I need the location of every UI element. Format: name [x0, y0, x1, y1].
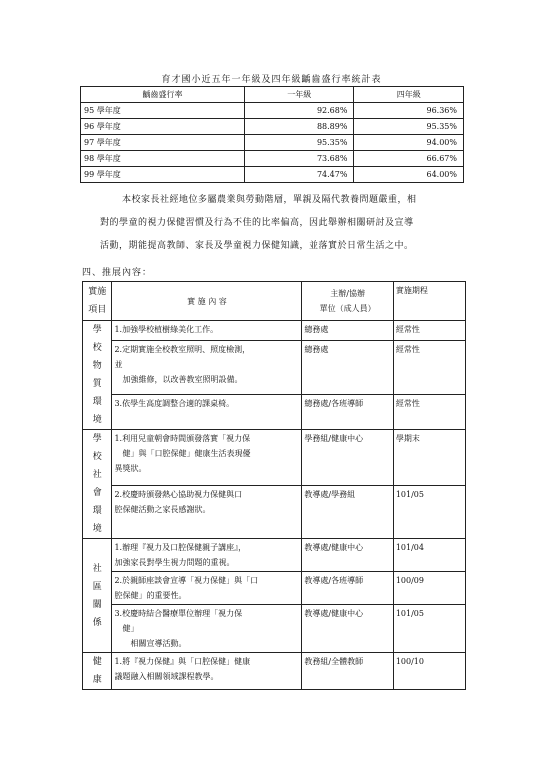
period-cell: 學期末 — [393, 430, 465, 486]
content-line: 2.定期實施全校教室照明、照度檢測， — [114, 345, 251, 355]
unit-cell: 教導處/學務組 — [302, 486, 393, 539]
content-cell — [112, 572, 302, 605]
period-cell: 經常性 — [393, 395, 465, 430]
plan-row — [83, 486, 466, 539]
content-line: 腔保健」的重要性。 — [114, 591, 187, 600]
unit-cell: 總務處 — [302, 341, 393, 395]
category-char: 物 — [92, 361, 102, 371]
category-cell — [83, 653, 112, 690]
year-cell: 96 學年度 — [81, 119, 245, 135]
header-period-cell: 實施期程 — [393, 282, 465, 321]
grade4-rate-cell: 95.35% — [354, 119, 464, 135]
category-char: 境 — [92, 415, 102, 425]
content-line: 1.將『視力保健』與「口腔保健」健康 — [114, 657, 251, 666]
header-text: 主辦/協辦 — [330, 289, 365, 298]
grade1-rate-cell: 88.89% — [244, 119, 354, 135]
grade4-rate-cell: 64.00% — [354, 167, 464, 183]
content-cell — [112, 653, 302, 690]
header-text: 單位（成人員） — [319, 304, 376, 313]
category-cell — [83, 430, 112, 539]
year-cell: 98 學年度 — [81, 151, 245, 167]
category-char: 社 — [92, 470, 102, 480]
content-line: 3.依學生高度調整合適的課桌椅。 — [114, 399, 235, 408]
caries-rate-table — [80, 86, 464, 183]
grade1-rate-cell: 92.68% — [244, 103, 354, 119]
content-line: 1.利用兒童朝會時間頒發落實「視力保 — [114, 434, 251, 443]
header-text: 項目 — [88, 305, 107, 315]
grade4-rate-cell: 66.67% — [354, 151, 464, 167]
unit-cell: 教導處/健康中心 — [302, 605, 393, 653]
table-row — [81, 119, 464, 135]
content-line: 議題融入相關領域課程教學。 — [114, 672, 219, 681]
content-line: 相關宣導活動。 — [130, 639, 187, 648]
category-char: 校 — [92, 343, 102, 353]
unit-cell: 總務處 — [302, 321, 393, 341]
plan-row — [83, 605, 466, 653]
category-char: 健 — [92, 657, 102, 667]
content-line: 2.於親師座談會宣導「視力保健」與「口 — [114, 576, 259, 585]
content-line: 腔保健活動之家長感謝狀。 — [114, 505, 211, 514]
period-cell: 經常性 — [393, 341, 465, 395]
header-content-cell: 實 施 內 容 — [112, 282, 302, 321]
unit-cell: 學務組/健康中心 — [302, 430, 393, 486]
period-cell: 100/10 — [393, 653, 465, 690]
category-char: 會 — [92, 488, 102, 498]
category-char: 關 — [92, 599, 102, 610]
category-cell — [83, 539, 112, 653]
content-line: 1.加強學校植樹綠美化工作。 — [114, 325, 219, 334]
category-char: 學 — [92, 325, 102, 335]
content-line: 加強家長對學生視力問題的重視。 — [114, 558, 235, 567]
category-char: 係 — [92, 617, 102, 628]
table-row — [81, 103, 464, 119]
category-char: 學 — [92, 434, 102, 444]
category-char: 質 — [92, 379, 102, 389]
grade1-rate-cell: 73.68% — [244, 151, 354, 167]
grade1-rate-cell: 95.35% — [244, 135, 354, 151]
background-paragraph — [100, 189, 464, 258]
content-line: 1.辦理『視力及口腔保健親子講座』， — [114, 543, 247, 552]
plan-row — [83, 430, 466, 486]
table-row — [81, 167, 464, 183]
paragraph-line: 對的學童的視力保健習慣及行為不佳的比率偏高，因此舉辦相關研討及宣導 — [100, 218, 414, 228]
grade4-rate-cell: 96.36% — [354, 103, 464, 119]
content-cell — [112, 430, 302, 486]
plan-header-row — [83, 282, 466, 321]
content-cell — [112, 321, 302, 341]
content-cell — [112, 395, 302, 430]
grade4-rate-cell: 94.00% — [354, 135, 464, 151]
content-line: 健」 — [122, 624, 139, 633]
period-cell: 經常性 — [393, 321, 465, 341]
header-cell: 齲齒盛行率 — [81, 87, 245, 103]
plan-row — [83, 653, 466, 690]
plan-row — [83, 572, 466, 605]
paragraph-line: 本校家長社經地位多屬農業與勞動階層，單親及隔代教養問題嚴重，相 — [122, 195, 417, 205]
unit-cell: 總務處/各班導師 — [302, 395, 393, 430]
header-text: 實施 — [88, 287, 107, 297]
year-cell: 95 學年度 — [81, 103, 245, 119]
table-row — [81, 135, 464, 151]
category-char: 社 — [92, 563, 102, 574]
period-cell: 100/09 — [393, 572, 465, 605]
year-cell: 99 學年度 — [81, 167, 245, 183]
period-cell: 101/05 — [393, 486, 465, 539]
plan-row — [83, 341, 466, 395]
content-line: 2.校慶時頒發熱心協助視力保健與口 — [114, 490, 243, 499]
category-char: 康 — [92, 675, 102, 685]
category-char: 環 — [92, 506, 102, 516]
table-caption: 育才國小近五年一年級及四年級齲齒盛行率統計表 — [161, 75, 382, 85]
header-cell: 四年級 — [354, 87, 464, 103]
period-cell: 101/05 — [393, 605, 465, 653]
content-line: 加強維修，以改善教室照明設備。 — [122, 375, 243, 385]
unit-cell: 教導處/各班導師 — [302, 572, 393, 605]
category-char: 區 — [92, 581, 102, 592]
category-char: 校 — [92, 452, 102, 462]
content-cell — [112, 605, 302, 653]
table-row — [81, 151, 464, 167]
header-item-cell — [83, 282, 112, 321]
plan-row — [83, 395, 466, 430]
content-cell — [112, 539, 302, 572]
paragraph-line: 活動，期能提高教師、家長及學童視力保健知識，並落實於日常生活之中。 — [100, 241, 414, 251]
unit-cell: 教務組/全體教師 — [302, 653, 393, 690]
implementation-plan-table — [82, 281, 466, 690]
grade1-rate-cell: 74.47% — [244, 167, 354, 183]
table-header-row — [81, 87, 464, 103]
category-char: 境 — [92, 524, 102, 534]
category-char: 環 — [92, 397, 102, 407]
section-title: 四、推展內容： — [82, 268, 153, 278]
content-line: 健」與「口腔保健」健康生活表現優 — [122, 449, 251, 458]
unit-cell: 教導處/健康中心 — [302, 539, 393, 572]
header-cell: 一年級 — [244, 87, 354, 103]
header-unit-cell — [302, 282, 393, 321]
period-cell: 101/04 — [393, 539, 465, 572]
content-cell — [112, 341, 302, 395]
content-cell — [112, 486, 302, 539]
content-line: 3.校慶時結合醫療單位辦理「視力保 — [114, 609, 243, 618]
plan-row — [83, 321, 466, 341]
content-line: 並 — [114, 360, 123, 370]
category-cell — [83, 321, 112, 430]
content-line: 異獎狀。 — [114, 464, 147, 473]
year-cell: 97 學年度 — [81, 135, 245, 151]
plan-row — [83, 539, 466, 572]
